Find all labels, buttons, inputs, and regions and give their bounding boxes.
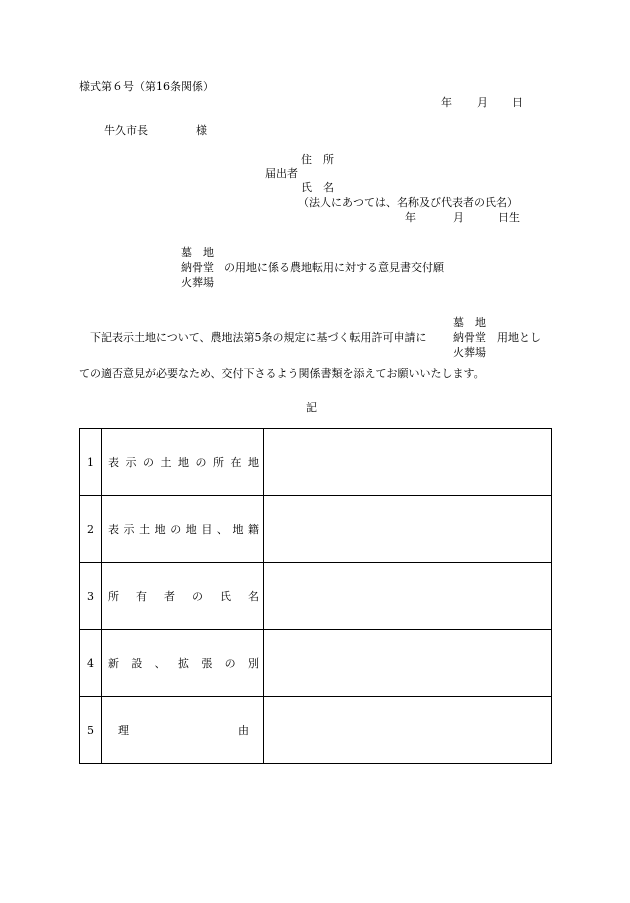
table-row [80, 630, 552, 697]
document-title: の用地に係る農地転用に対する意見書交付願 [224, 261, 444, 274]
row-number: 3 [80, 563, 102, 630]
row-number: 5 [80, 697, 102, 764]
table-row [80, 563, 552, 630]
ki-heading: 記 [306, 401, 317, 414]
row-number: 4 [80, 630, 102, 697]
title-option-ossuary: 納骨堂 [181, 261, 214, 274]
row-number: 2 [80, 496, 102, 563]
row-value-field[interactable] [264, 496, 552, 563]
title-option-cemetery: 墓 地 [181, 246, 214, 259]
corporate-note: （法人にあつては、名称及び代表者の氏名） [298, 196, 518, 209]
date-year-label: 年 [441, 96, 452, 109]
birth-year-label: 年 [405, 211, 416, 224]
details-table [79, 428, 552, 764]
row-value-field[interactable] [264, 697, 552, 764]
row-value-field[interactable] [264, 630, 552, 697]
table-row [80, 697, 552, 764]
date-month-label: 月 [477, 96, 488, 109]
body-option-ossuary: 納骨堂 [453, 331, 486, 344]
table-row [80, 429, 552, 496]
row-label: 新設、拡張の別 [102, 630, 264, 697]
name-label: 氏 名 [301, 181, 334, 194]
row-label: 表示の土地の所在地 [102, 429, 264, 496]
date-day-label: 日 [512, 96, 523, 109]
birth-month-label: 月 [453, 211, 464, 224]
addressee-honorific: 様 [196, 124, 207, 137]
row-value-field[interactable] [264, 563, 552, 630]
body-line1-suffix: 用地とし [497, 331, 541, 344]
body-line2: ての適否意見が必要なため、交付下さるよう関係書類を添えてお願いいたします。 [79, 367, 485, 380]
row-label: 所有者の氏名 [102, 563, 264, 630]
addressee-title: 牛久市長 [104, 124, 148, 137]
row-value-field[interactable] [264, 429, 552, 496]
table-row [80, 496, 552, 563]
body-option-cemetery: 墓 地 [453, 316, 486, 329]
birth-day-label: 日生 [498, 211, 520, 224]
form-number: 様式第６号（第16条関係） [79, 80, 214, 93]
row-label: 表示土地の地目、地籍 [102, 496, 264, 563]
row-label: 理由 [102, 697, 264, 764]
row-number: 1 [80, 429, 102, 496]
address-label: 住 所 [301, 153, 334, 166]
title-option-crematorium: 火葬場 [181, 276, 214, 289]
body-line1-prefix: 下記表示土地について、農地法第5条の規定に基づく転用許可申請に [90, 331, 427, 344]
notifier-label: 届出者 [265, 167, 298, 180]
body-option-crematorium: 火葬場 [453, 346, 486, 359]
